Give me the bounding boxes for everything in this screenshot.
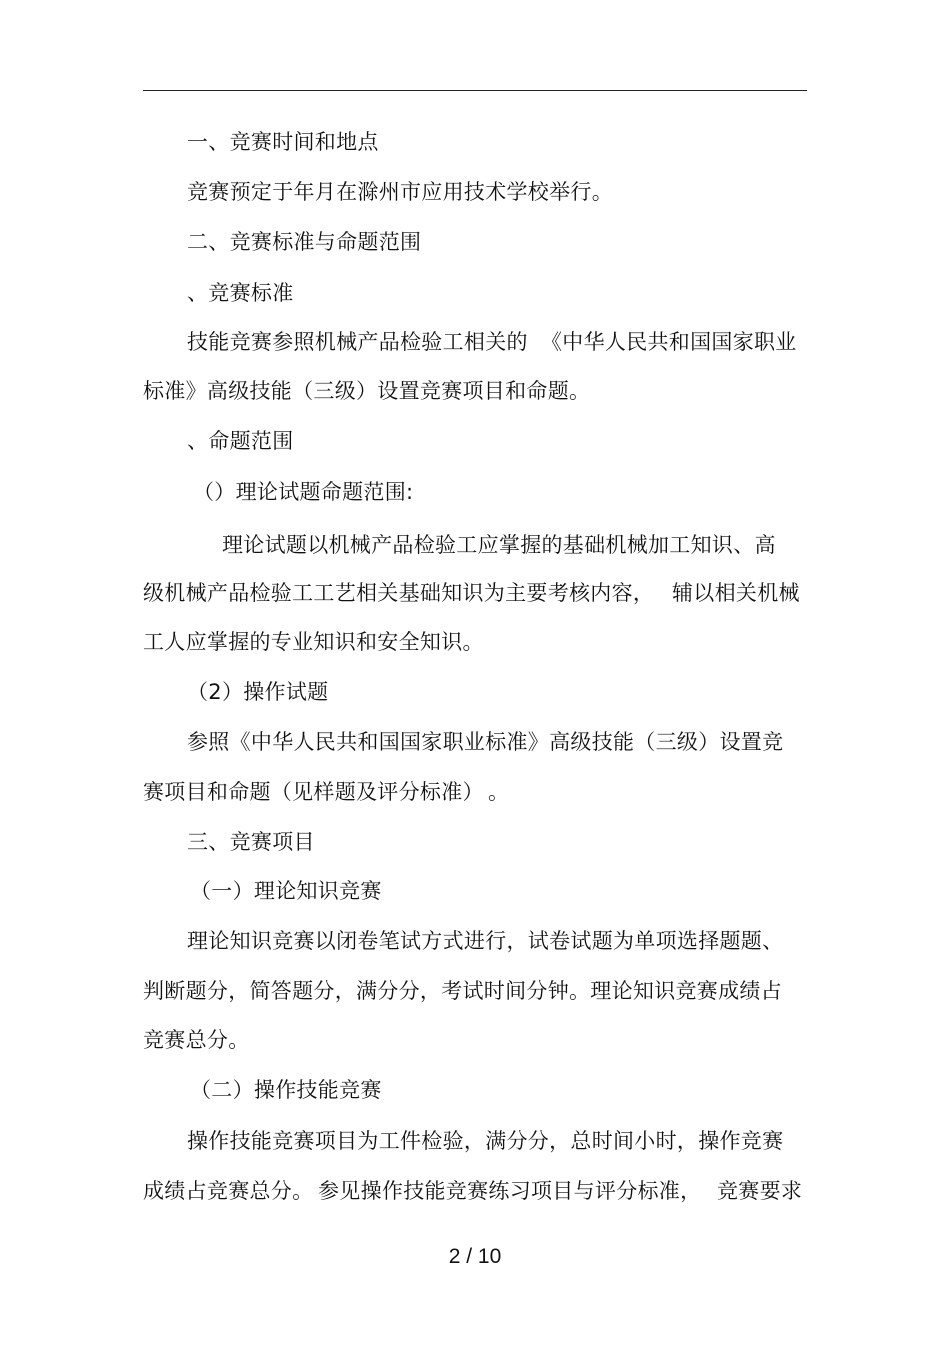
paragraph-line: 工人应掌握的专业知识和安全知识。: [143, 630, 484, 654]
paragraph-line: 辅以相关机械: [672, 581, 800, 605]
paragraph-line: 操作技能竞赛项目为工件检验，满分分，总时间小时，操作竞赛: [187, 1129, 784, 1153]
heading-competition-items: 三、竞赛项目: [187, 830, 315, 854]
paragraph-line: 参照《中华人民共和国国家职业标准》高级技能（三级）设置竞: [187, 730, 784, 754]
page-number: 2 / 10: [448, 1245, 502, 1268]
paragraph-line: 技能竞赛参照机械产品检验工相关的: [187, 330, 528, 354]
subheading-standards: 、竞赛标准: [187, 281, 294, 305]
paragraph-line: 理论知识竞赛以闭卷笔试方式进行，试卷试题为单项选择题题、: [187, 929, 784, 953]
subheading-theory-scope: （）理论试题命题范围:: [193, 480, 414, 504]
paragraph-line: 参见操作技能竞赛练习项目与评分标准，: [318, 1179, 702, 1203]
subheading-theory-competition: （一）理论知识竞赛: [190, 879, 382, 903]
subheading-scope: 、命题范围: [187, 429, 294, 453]
paragraph-line: 竞赛要求: [717, 1179, 803, 1203]
subheading-practical-competition: （二）操作技能竞赛: [190, 1078, 382, 1102]
paragraph-line: 。: [488, 780, 510, 804]
paragraph-line: 理论试题以机械产品检验工应掌握的基础机械加工知识、高: [222, 533, 776, 557]
paragraph-line: 成绩占竞赛总分。: [143, 1179, 314, 1203]
paragraph-line: 赛项目和命题（见样题及评分标准）: [143, 780, 484, 804]
heading-standards-scope: 二、竞赛标准与命题范围: [187, 230, 422, 254]
paragraph-line: 《中华人民共和国国家职业: [541, 330, 797, 354]
paragraph-line: 竞赛总分。: [143, 1028, 250, 1052]
paragraph-line: 判断题分，简答题分，满分分，考试时间分钟。理论知识竞赛成绩占: [143, 979, 782, 1003]
heading-time-location: 一、竞赛时间和地点: [187, 130, 379, 154]
paragraph-line: 级机械产品检验工工艺相关基础知识为主要考核内容，: [143, 581, 655, 605]
paragraph-line: 竞赛预定于年月在滁州市应用技术学校举行。: [187, 180, 613, 204]
paragraph-line: 标准》高级技能（三级）设置竞赛项目和命题。: [143, 379, 591, 403]
subheading-practical: （2）操作试题: [187, 680, 329, 704]
header-rule: [143, 90, 807, 91]
